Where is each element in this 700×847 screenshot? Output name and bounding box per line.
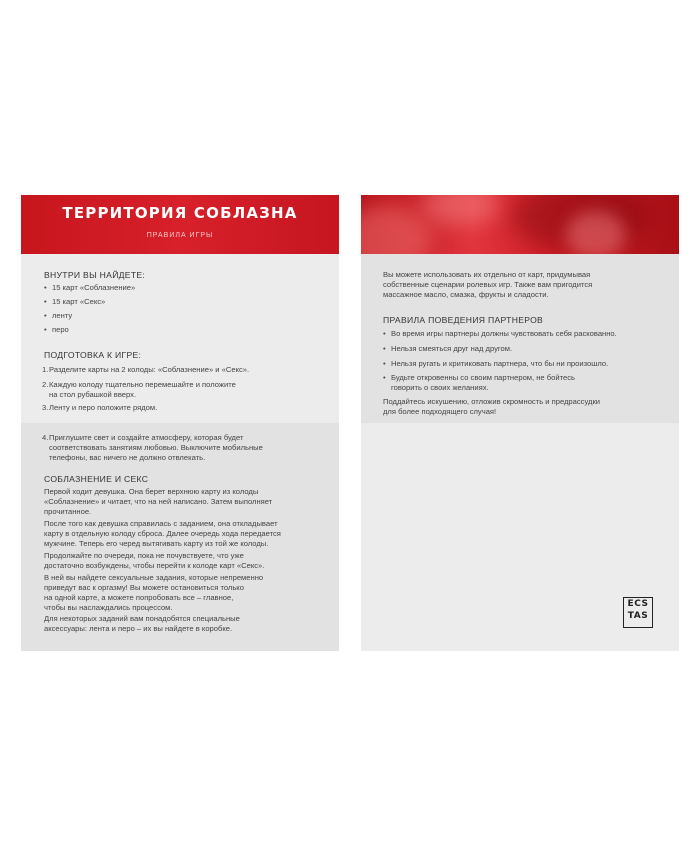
page-title: ТЕРРИТОРИЯ СОБЛАЗНА <box>62 204 298 222</box>
list-item: • Во время игры партнеры должны чувствовать себя раскованно. <box>383 329 617 338</box>
left-header-banner <box>21 195 339 254</box>
left-page <box>21 195 339 651</box>
game-paragraph-5: Для некоторых заданий вам понадобятся специальные аксессуары: лента и перо – их вы найдете в коробке. <box>44 614 240 633</box>
list-item: • 15 карт «Секс» <box>44 297 106 306</box>
intro-paragraph: Вы можете использовать их отдельно от карт, придумывая собственные сценарии ролевых игр. Также вам пригодится массажное масло, смазка, фрукты и сладости. <box>383 270 593 299</box>
list-item: • 15 карт «Соблазнение» <box>44 283 136 292</box>
prep-heading: ПОДГОТОВКА К ИГРЕ: <box>44 350 142 360</box>
list-item: • Нельзя смеяться друг над другом. <box>383 344 513 353</box>
ecstas-logo: ECS TAS <box>623 597 653 628</box>
couple-kiss-photo-icon <box>361 195 679 254</box>
game-paragraph-4: В ней вы найдете сексуальные задания, которые непременно приведут вас к оргазму! Вы можете остановиться только на одной карте, а можете попробовать все – главное, чтобы вы наслаждались процессом. <box>44 573 264 612</box>
inside-heading: ВНУТРИ ВЫ НАЙДЕТЕ: <box>44 270 146 280</box>
prep-step-1: 1. Разделите карты на 2 колоды: «Соблазнение» и «Секс». <box>42 365 250 374</box>
game-heading: СОБЛАЗНЕНИЕ И СЕКС <box>44 474 149 484</box>
list-item: • ленту <box>44 311 73 320</box>
prep-step-2: 2. Каждую колоду тщательно перемешайте и положите на стол рубашкой вверх. <box>42 380 236 399</box>
prep-step-4: 4. Приглушите свет и создайте атмосферу, которая будет соответствовать занятиям любовью. Выключите мобильные телефоны, вас ничего не должно отвлекать. <box>42 433 263 462</box>
page-subtitle: ПРАВИЛА ИГРЫ <box>146 232 214 239</box>
list-item: • перо <box>44 325 69 334</box>
game-paragraph-3: Продолжайте по очереди, пока не почувствуете, что уже достаточно возбуждены, чтобы перейти к колоде карт «Секс». <box>44 551 265 570</box>
list-item: • Нельзя ругать и критиковать партнера, что бы ни произошло. <box>383 359 609 368</box>
game-paragraph-1: Первой ходит девушка. Она берет верхнюю карту из колоды «Соблазнение» и читает, что на ней написано. Затем выполняет прочитанное. <box>44 487 273 516</box>
closing-paragraph: Поддайтесь искушению, отложив скромность и предрассудки для более подходящего случая! <box>383 397 601 416</box>
prep-step-3: 3. Ленту и перо положите рядом. <box>42 403 158 412</box>
rules-heading: ПРАВИЛА ПОВЕДЕНИЯ ПАРТНЕРОВ <box>383 315 544 325</box>
right-page <box>361 195 679 651</box>
list-item: • Будьте откровенны со своим партнером, не бойтесь говорить о своих желаниях. <box>383 373 575 392</box>
game-paragraph-2: После того как девушка справилась с заданием, она откладывает карту в отдельную колоду сброса. Далее очередь хода передается мужчине. Теперь его черед вытягивать карту из той же колоды. <box>44 519 281 548</box>
